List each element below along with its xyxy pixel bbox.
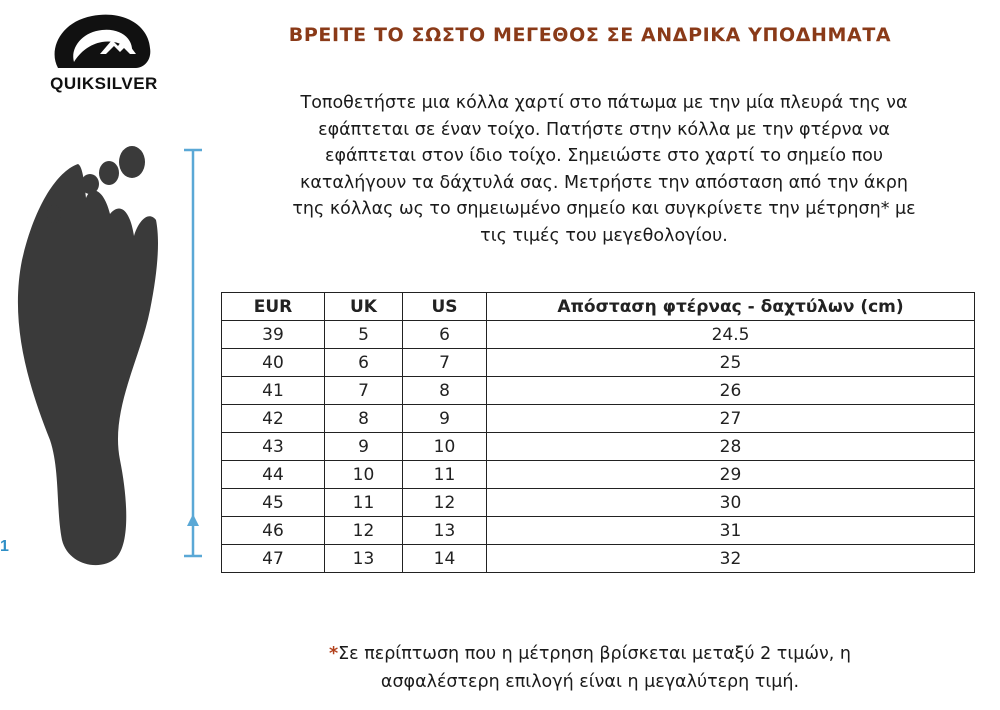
table-cell: 5 [325,321,403,349]
table-cell: 8 [325,405,403,433]
table-cell: 9 [403,405,487,433]
table-cell: 11 [403,461,487,489]
table-cell: 12 [403,489,487,517]
column-header: US [403,293,487,321]
table-row [222,461,975,489]
table-cell: 43 [222,433,325,461]
table-cell: 30 [487,489,975,517]
table-row [222,489,975,517]
table-cell: 24.5 [487,321,975,349]
table-cell: 7 [403,349,487,377]
table-cell: 6 [325,349,403,377]
table-cell: 42 [222,405,325,433]
table-cell: 8 [403,377,487,405]
instruction-line: καταλήγουν τα δάχτυλά σας. Μετρήστε την απόσταση από την άκρη [300,172,908,193]
table-cell: 27 [487,405,975,433]
column-header: UK [325,293,403,321]
table-cell: 9 [325,433,403,461]
table-row [222,377,975,405]
table-cell: 14 [403,545,487,573]
footnote [250,640,930,696]
table-cell: 10 [325,461,403,489]
instruction-line: της κόλλας ως το σημειωμένο σημείο και συγκρίνετε την μέτρηση* με [292,199,916,219]
table-cell: 28 [487,433,975,461]
brand-wordmark: QUIKSILVER [50,74,158,93]
instructions-text [228,90,980,249]
quiksilver-logo [40,10,168,102]
table-row [222,321,975,349]
table-cell: 32 [487,545,975,573]
table-cell: 12 [325,517,403,545]
instruction-line: τις τιμές του μεγεθολογίου. [480,225,728,246]
table-cell: 44 [222,461,325,489]
footnote-text: Σε περίπτωση που η μέτρηση βρίσκεται μεταξύ 2 τιμών, η [338,644,852,664]
table-row [222,349,975,377]
footnote-line: ασφαλέστερη επιλογή είναι η μεγαλύτερη τιμή. [380,672,800,692]
table-header-row [222,293,975,321]
footnote-asterisk: * [328,644,339,664]
table-cell: 25 [487,349,975,377]
length-arrow [0,140,210,580]
table-row [222,405,975,433]
table-cell: 47 [222,545,325,573]
table-cell: 41 [222,377,325,405]
column-header: Απόσταση φτέρνας - δαχτύλων (cm) [487,293,975,321]
footnote-line [250,640,930,668]
table-cell: 29 [487,461,975,489]
page-title: ΒΡΕΙΤΕ ΤΟ ΣΩΣΤΟ ΜΕΓΕΘΟΣ ΣΕ ΑΝΔΡΙΚΑ ΥΠΟΔΗΜΑΤΑ [288,24,892,46]
table-cell: 39 [222,321,325,349]
table-cell: 26 [487,377,975,405]
side-marker-label: 1 [0,538,9,555]
wave-mountain-icon [40,10,168,74]
table-row [222,433,975,461]
table-cell: 13 [403,517,487,545]
table-cell: 45 [222,489,325,517]
table-cell: 31 [487,517,975,545]
table-row [222,545,975,573]
table-cell: 6 [403,321,487,349]
table-cell: 7 [325,377,403,405]
instruction-line: εφάπτεται στον ίδιο τοίχο. Σημειώστε στο χαρτί το σημείο που [324,146,883,166]
table-cell: 11 [325,489,403,517]
table-row [222,517,975,545]
table-cell: 40 [222,349,325,377]
table-cell: 13 [325,545,403,573]
instruction-line: εφάπτεται σε έναν τοίχο. Πατήστε στην κόλλα με την φτέρνα να [318,119,890,140]
table-cell: 10 [403,433,487,461]
table-cell: 46 [222,517,325,545]
size-chart-table [221,292,975,573]
column-header: EUR [222,293,325,321]
instruction-line: Τοποθετήστε μια κόλλα χαρτί στο πάτωμα με την μία πλευρά της να [300,93,908,113]
